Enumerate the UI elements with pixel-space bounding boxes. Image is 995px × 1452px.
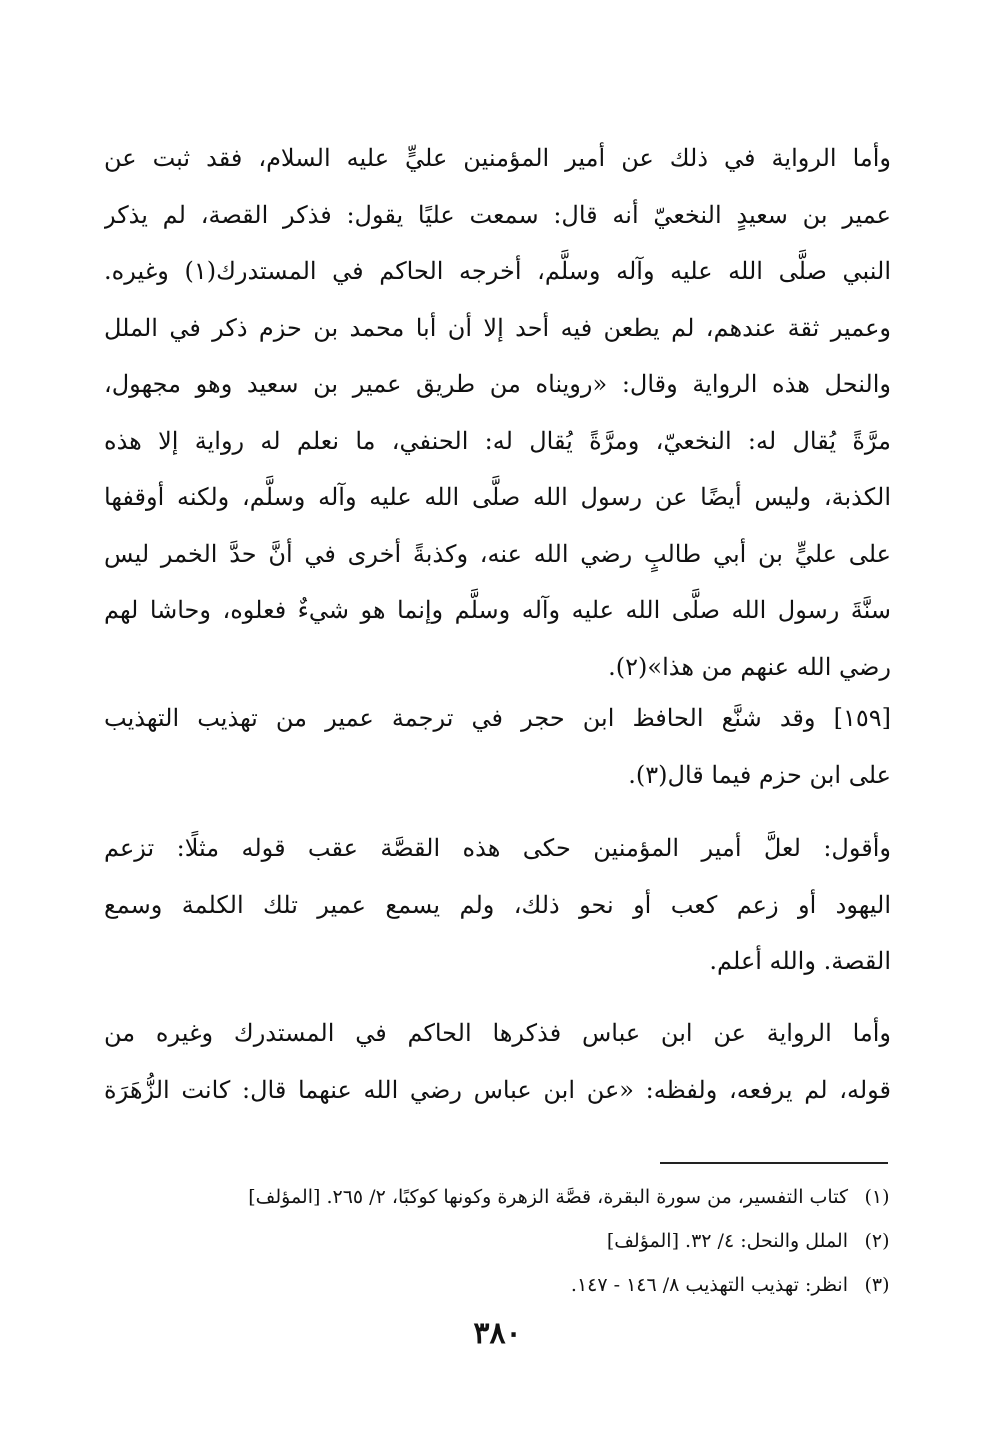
- footnote-text: الملل والنحل: ٤/ ٣٢. [المؤلف]: [606, 1230, 848, 1252]
- text-line: وعمير ثقة عندهم، لم يطعن فيه أحد إلا أن أبا محمد بن حزم ذكر في الملل: [104, 313, 891, 342]
- text-line: قوله، لم يرفعه، ولفظه: «عن ابن عباس رضي الله عنهما قال: كانت الزُّهَرَة: [104, 1075, 891, 1104]
- text-line: وأما الرواية عن ابن عباس فذكرها الحاكم في المستدرك وغيره من: [104, 1019, 891, 1047]
- footnotes: [140, 1175, 892, 1307]
- text-line: الكذبة، وليس أيضًا عن رسول الله صلَّى الله عليه وآله وسلَّم، ولكنه أوقفها: [104, 483, 891, 511]
- page-number: ٣٨٠: [473, 1316, 522, 1351]
- text-line: [١٥٩] وقد شنَّع الحافظ ابن حجر في ترجمة عمير من تهذيب التهذيب: [104, 704, 891, 732]
- text-line: القصة. والله أعلم.: [709, 947, 891, 975]
- paragraph-159: [104, 690, 891, 803]
- footnote-2: [140, 1219, 892, 1263]
- text-line: وأما الرواية في ذلك عن أمير المؤمنين عليٍّ عليه السلام، فقد ثبت عن: [104, 144, 891, 172]
- text-line: على ابن حزم فيما قال(٣).: [628, 760, 891, 789]
- footnote-3: [140, 1263, 892, 1307]
- text-line: على عليٍّ بن أبي طالبٍ رضي الله عنه، وكذبةً أخرى في أنَّ حدَّ الخمر ليس: [104, 539, 891, 568]
- text-line: سنَّةَ رسول الله صلَّى الله عليه وآله وسلَّم وإنما هو شيءٌ فعلوه، وحاشا لهم: [104, 596, 891, 624]
- paragraph-ibn-abbas-narration: [104, 1005, 891, 1118]
- footnote-separator: [660, 1162, 888, 1164]
- paragraph-author-opinion: [104, 820, 891, 990]
- text-line: والنحل هذه الرواية وقال: «رويناه من طريق عمير بن سعيد وهو مجهول،: [104, 370, 891, 398]
- footnote-1: [140, 1175, 892, 1219]
- text-line: اليهود أو زعم كعب أو نحو ذلك، ولم يسمع عمير تلك الكلمة وسمع: [104, 890, 891, 919]
- text-line: عمير بن سعيدٍ النخعيّ أنه قال: سمعت عليًا يقول: فذكر القصة، لم يذكر: [104, 200, 891, 229]
- text-line: النبي صلَّى الله عليه وآله وسلَّم، أخرجه الحاكم في المستدرك(١) وغيره.: [104, 257, 891, 285]
- text-line: مرَّةً يُقال له: النخعيّ، ومرَّةً يُقال له: الحنفي، ما نعلم له رواية إلا هذه: [104, 426, 891, 455]
- footnote-number: (٣): [864, 1274, 890, 1296]
- text-line: رضي الله عنهم من هذا»(٢).: [608, 652, 891, 681]
- footnote-number: (٢): [864, 1230, 890, 1252]
- paragraph-ali-narration: [104, 130, 891, 695]
- footnote-number: (١): [864, 1186, 890, 1208]
- text-line: وأقول: لعلَّ أمير المؤمنين حكى هذه القصَّة عقب قوله مثلًا: تزعم: [104, 834, 891, 862]
- footnote-text: انظر: تهذيب التهذيب ٨/ ١٤٦ - ١٤٧.: [570, 1274, 848, 1296]
- footnote-text: كتاب التفسير، من سورة البقرة، قصَّة الزهرة وكونها كوكبًا، ٢/ ٢٦٥. [المؤلف]: [248, 1186, 848, 1208]
